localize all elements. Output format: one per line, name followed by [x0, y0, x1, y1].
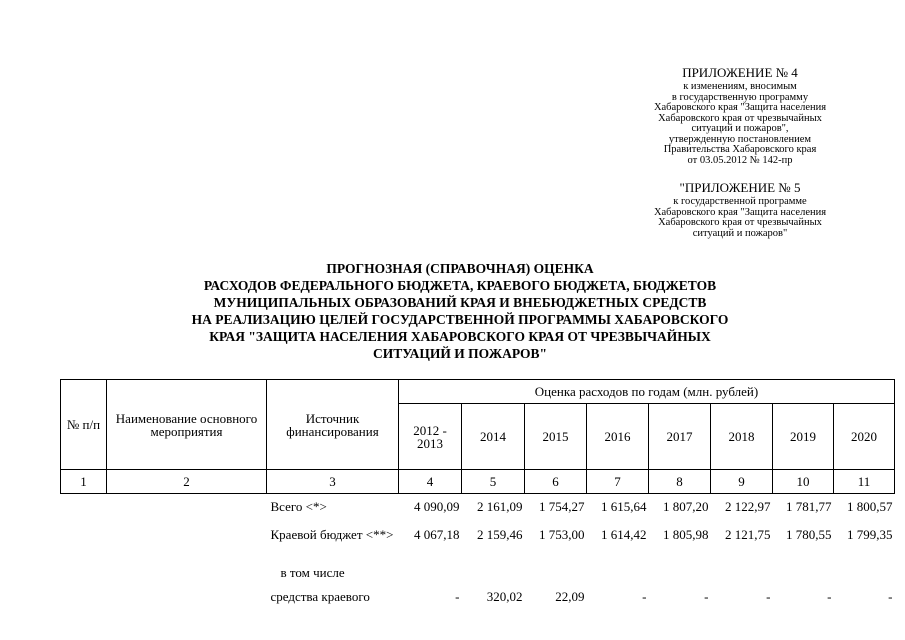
- cell-value: 1 799,35: [847, 526, 893, 542]
- title-line: СИТУАЦИЙ И ПОЖАРОВ": [372, 346, 548, 361]
- cell-value: 2 159,46: [477, 526, 523, 542]
- cell-value: -: [704, 588, 709, 604]
- appendix-4-line: утвержденную постановлением: [668, 133, 812, 145]
- table-row: [61, 494, 895, 522]
- appendix-4-block: [610, 66, 870, 166]
- cell-value: 4 067,18: [414, 526, 460, 542]
- cell-value: -: [455, 588, 460, 604]
- title-line: КРАЯ "ЗАЩИТА НАСЕЛЕНИЯ ХАБАРОВСКОГО КРАЯ ОТ ЧРЕЗВЫЧАЙНЫХ: [209, 329, 711, 344]
- appendix-4-line: Правительства Хабаровского края: [663, 144, 817, 155]
- col-index: 5: [462, 470, 525, 494]
- cell-value: 2 121,75: [725, 526, 771, 542]
- cell-value: 1 754,27: [539, 499, 585, 514]
- appendix-4-line: к изменениям, вносимым: [683, 81, 797, 92]
- cell-value: -: [766, 588, 771, 604]
- appendix-5-line: ситуаций и пожаров": [692, 227, 788, 239]
- row-source: Краевой бюджет <**>: [270, 526, 394, 542]
- title-line: РАСХОДОВ ФЕДЕРАЛЬНОГО БЮДЖЕТА, КРАЕВОГО БЮДЖЕТА, БЮДЖЕТОВ: [203, 278, 717, 293]
- cell-value: 1 614,42: [601, 526, 647, 542]
- cell-value: 1 800,57: [847, 499, 893, 514]
- appendix-4-line: в государственную программу: [671, 91, 809, 103]
- col-header-year: 2020: [834, 404, 895, 470]
- appendix-4-line: от 03.05.2012 № 142-пр: [687, 154, 793, 166]
- expenses-table: [60, 379, 895, 610]
- col-index: 3: [267, 470, 399, 494]
- col-header-year: 2012 - 2013: [399, 404, 462, 470]
- cell-value: 1 615,64: [601, 499, 647, 514]
- title-line: ПРОГНОЗНАЯ (СПРАВОЧНАЯ) ОЦЕНКА: [326, 261, 594, 276]
- col-index: 8: [649, 470, 711, 494]
- col-index: 7: [587, 470, 649, 494]
- cell-value: -: [827, 588, 832, 604]
- cell-value: 320,02: [486, 588, 523, 604]
- cell-value: 1 780,55: [786, 526, 832, 542]
- title-line: МУНИЦИПАЛЬНЫХ ОБРАЗОВАНИЙ КРАЯ И ВНЕБЮДЖЕТНЫХ СРЕДСТВ: [213, 295, 707, 310]
- col-index: 9: [711, 470, 773, 494]
- col-index: 6: [525, 470, 587, 494]
- appendix-5-heading: "ПРИЛОЖЕНИЕ № 5: [679, 180, 801, 195]
- cell-value: -: [888, 588, 893, 604]
- appendix-4-line: Хабаровского края "Защита населения: [653, 102, 827, 113]
- col-header-year: 2014: [462, 404, 525, 470]
- cell-value: 2 122,97: [725, 499, 771, 514]
- row-source: в том числе: [280, 564, 345, 580]
- table-row: [61, 522, 895, 560]
- appendix-5-line: Хабаровского края "Защита населения: [653, 206, 827, 218]
- col-index: 11: [834, 470, 895, 494]
- title-line: НА РЕАЛИЗАЦИЮ ЦЕЛЕЙ ГОСУДАРСТВЕННОЙ ПРОГРАММЫ ХАБАРОВСКОГО: [191, 312, 729, 327]
- col-header-name: Наименование основного мероприятия: [107, 380, 267, 470]
- appendix-4-heading: ПРИЛОЖЕНИЕ № 4: [682, 65, 798, 80]
- col-header-number: № п/п: [61, 380, 107, 470]
- row-source: средства краевого: [270, 588, 370, 604]
- cell-value: 1 807,20: [663, 499, 709, 514]
- col-header-year: 2019: [773, 404, 834, 470]
- cell-value: 22,09: [555, 588, 585, 604]
- cell-value: 1 805,98: [663, 526, 709, 542]
- appendix-5-block: [610, 181, 870, 239]
- appendix-4-line: ситуаций и пожаров",: [691, 123, 789, 134]
- appendix-4-line: Хабаровского края от чрезвычайных: [658, 112, 822, 124]
- col-header-source: Источник финансирования: [267, 380, 399, 470]
- col-header-year: 2018: [711, 404, 773, 470]
- col-header-expense-group: Оценка расходов по годам (млн. рублей): [399, 380, 895, 404]
- col-header-year: 2015: [525, 404, 587, 470]
- cell-value: -: [642, 588, 647, 604]
- cell-value: 1 781,77: [786, 499, 832, 514]
- cell-value: 2 161,09: [477, 499, 523, 514]
- row-source: Всего <*>: [270, 499, 327, 514]
- document-title: [100, 260, 820, 362]
- table-row: [61, 584, 895, 610]
- appendix-5-line: Хабаровского края от чрезвычайных: [658, 217, 822, 228]
- col-index: 1: [61, 470, 107, 494]
- col-index: 4: [399, 470, 462, 494]
- cell-value: 4 090,09: [414, 499, 460, 514]
- appendix-5-line: к государственной программе: [673, 196, 807, 207]
- col-index: 2: [107, 470, 267, 494]
- table-row: [61, 560, 895, 584]
- cell-value: 1 753,00: [539, 526, 585, 542]
- col-header-year: 2016: [587, 404, 649, 470]
- col-index: 10: [773, 470, 834, 494]
- col-header-year: 2017: [649, 404, 711, 470]
